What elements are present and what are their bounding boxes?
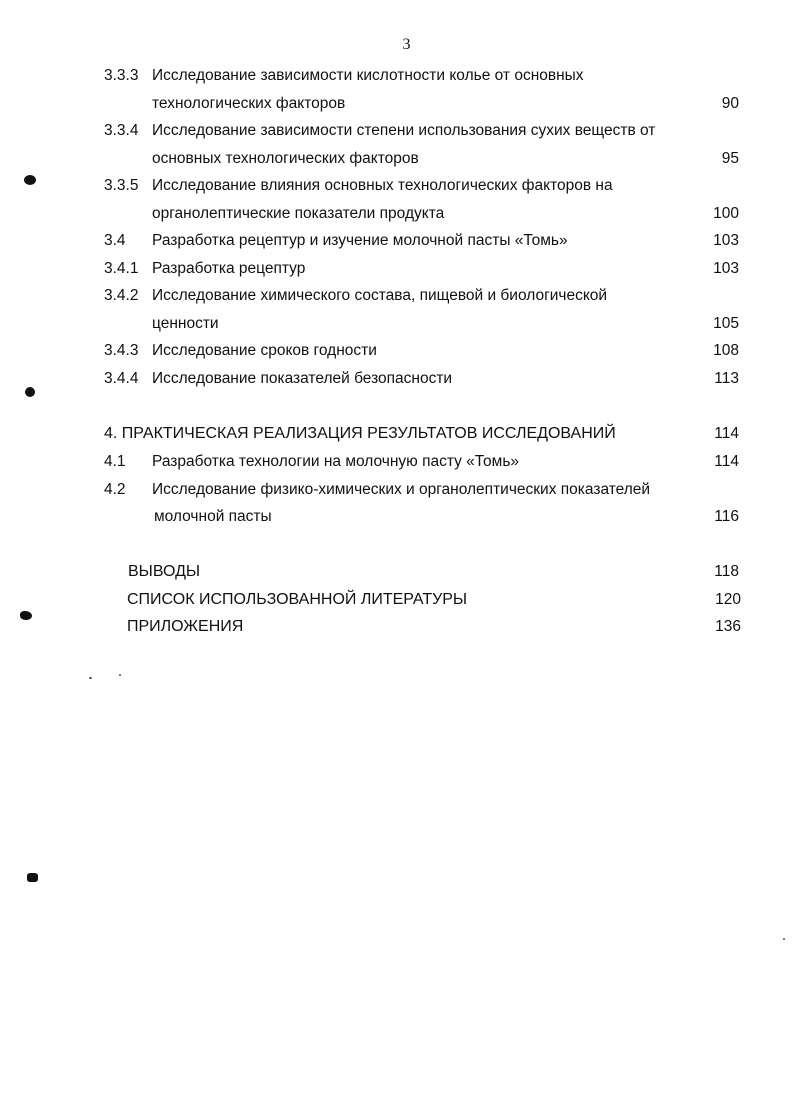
toc-entry-number: 3.4.1 bbox=[104, 260, 139, 277]
toc-entry-title: Исследование влияния основных технологических факторов на bbox=[152, 177, 613, 194]
toc-chapter-page: 114 bbox=[714, 425, 739, 442]
scan-speck bbox=[119, 674, 121, 676]
punch-hole-mark bbox=[24, 175, 36, 185]
scan-speck bbox=[783, 938, 785, 940]
toc-entry-number: 3.3.5 bbox=[104, 177, 139, 194]
punch-hole-mark bbox=[20, 611, 32, 620]
toc-entry-title-continued: технологических факторов bbox=[152, 95, 346, 112]
toc-entry-title-continued: органолептические показатели продукта bbox=[152, 205, 445, 222]
page-number: 3 bbox=[402, 36, 411, 53]
toc-entry-title-continued: основных технологических факторов bbox=[152, 150, 419, 167]
toc-chapter-title: 4. ПРАКТИЧЕСКАЯ РЕАЛИЗАЦИЯ РЕЗУЛЬТАТОВ ИССЛЕДОВАНИЙ bbox=[104, 425, 616, 442]
toc-entry-page: 114 bbox=[714, 453, 739, 470]
toc-entry-title: Разработка рецептур и изучение молочной пасты «Томь» bbox=[152, 232, 568, 249]
toc-entry-title: Исследование химического состава, пищевой и биологической bbox=[152, 287, 608, 304]
toc-conclusions-title: ВЫВОДЫ bbox=[128, 563, 201, 580]
toc-entry-title-continued: ценности bbox=[152, 315, 219, 332]
toc-entry-title: Исследование сроков годности bbox=[152, 342, 377, 359]
toc-entry-page: 95 bbox=[721, 150, 739, 167]
toc-entry-title: Разработка технологии на молочную пасту «Томь» bbox=[152, 453, 520, 470]
toc-appendices-title: ПРИЛОЖЕНИЯ bbox=[127, 618, 244, 635]
toc-entry-title: Исследование зависимости степени использования сухих веществ от bbox=[152, 122, 656, 139]
toc-entry-page: 103 bbox=[713, 260, 739, 277]
toc-entry-page: 105 bbox=[713, 315, 739, 332]
toc-conclusions-page: 118 bbox=[714, 563, 739, 580]
toc-entry-page: 116 bbox=[714, 508, 739, 525]
toc-entry-title: Исследование физико-химических и органолептических показателей bbox=[152, 481, 651, 498]
toc-entry-number: 3.4.3 bbox=[104, 342, 139, 359]
toc-entry-page: 90 bbox=[721, 95, 739, 112]
toc-references-title: СПИСОК ИСПОЛЬЗОВАННОЙ ЛИТЕРАТУРЫ bbox=[127, 591, 468, 608]
toc-entry-page: 113 bbox=[714, 370, 739, 387]
toc-entry-title-continued: молочной пасты bbox=[154, 508, 272, 525]
punch-hole-mark bbox=[25, 387, 35, 397]
toc-entry-number: 3.4 bbox=[104, 232, 126, 249]
toc-appendices-page: 136 bbox=[715, 618, 741, 635]
toc-entry-title: Разработка рецептур bbox=[152, 260, 306, 277]
toc-entry-page: 108 bbox=[713, 342, 739, 359]
toc-entry-title: Исследование показателей безопасности bbox=[152, 370, 453, 387]
toc-entry-number: 3.3.3 bbox=[104, 67, 139, 84]
toc-references-page: 120 bbox=[715, 591, 741, 608]
punch-hole-mark bbox=[27, 873, 38, 882]
toc-entry-number: 4.1 bbox=[104, 453, 126, 470]
toc-entry-number: 4.2 bbox=[104, 481, 126, 498]
toc-entry-number: 3.4.2 bbox=[104, 287, 139, 304]
toc-entry-number: 3.4.4 bbox=[104, 370, 139, 387]
toc-entry-page: 100 bbox=[713, 205, 739, 222]
scan-speck bbox=[89, 677, 92, 679]
toc-entry-page: 103 bbox=[713, 232, 739, 249]
toc-entry-number: 3.3.4 bbox=[104, 122, 139, 139]
toc-entry-title: Исследование зависимости кислотности колье от основных bbox=[152, 67, 584, 84]
